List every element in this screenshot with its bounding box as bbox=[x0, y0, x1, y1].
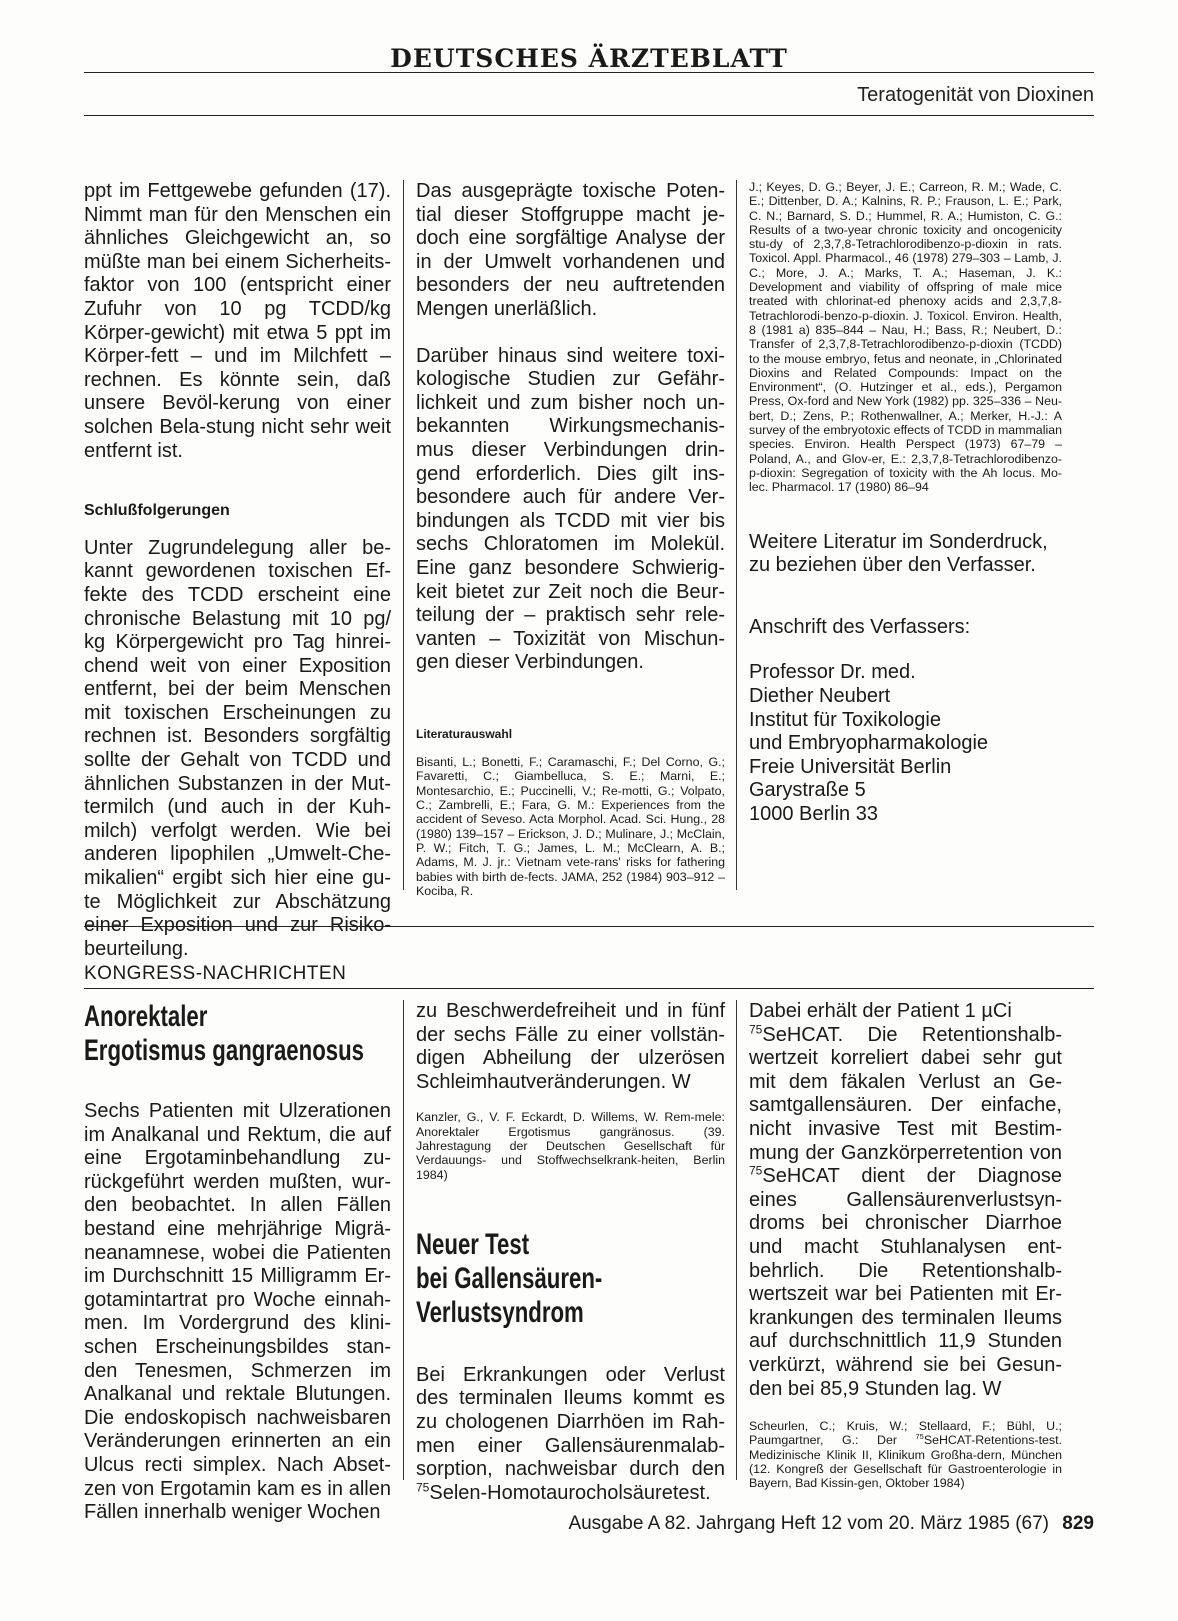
section-subhead: Schlußfolgerungen bbox=[84, 502, 230, 520]
address-line: 1000 Berlin 33 bbox=[749, 802, 878, 825]
article3-body-text: Dabei erhält der Patient 1 µCi bbox=[749, 1000, 1012, 1022]
article3-body-text: Selen-Homotaurocholsäuretest. bbox=[429, 1481, 711, 1504]
article1-paragraph: Darüber hinaus sind weitere toxi-kologische Studien zur Gefähr-lichkeit und zum bisher noch un-bekannten Wirkungsmechanis-mus dieser Verbindungen drin-gend erforderlich. Dies gilt ins-besondere auch für andere Ver-bindungen als TCDD mit vier bis sechs Chloratomen im Molekül. Eine ganz besondere Schwierig-keit bietet zur Zeit noch die Beur-teilung der – praktisch sehr rele-vanten – Toxizität von Mischun-gen dieser Verbindungen. bbox=[416, 344, 725, 674]
column-divider bbox=[403, 180, 404, 890]
article2-column2 bbox=[416, 1000, 725, 1505]
isotope-superscript: 75 bbox=[915, 1432, 924, 1442]
article3-headline: bei Gallensäuren- bbox=[416, 1261, 603, 1295]
section-rule bbox=[84, 926, 1094, 927]
article3-body-text: SeHCAT. Die Retentionshalb-wertzeit korreliert dabei sehr gut mit dem fäkalen Verlust an Ge-samtgallensäuren. Der einfache, nicht invasive Test mit Bestim-mung der Ganzkörperretention von bbox=[749, 1023, 1062, 1164]
isotope-superscript: 75 bbox=[416, 1480, 430, 1495]
issue-info: Ausgabe A 82. Jahrgang Heft 12 vom 20. März 1985 (67) bbox=[568, 1513, 1050, 1534]
topic-header: Teratogenität von Dioxinen bbox=[857, 84, 1094, 106]
article3-body bbox=[416, 1364, 725, 1506]
page-footer bbox=[568, 1513, 1094, 1535]
article2-reference: Kanzler, G., V. F. Eckardt, D. Willems, W. Rem-mele: Anorektaler Ergotismus gangränosus. (39. Jahrestagung der Deutschen Gesellschaft für Verdauungs- und Stoffwechselkrank-heiten, Berlin 1984) bbox=[416, 1110, 725, 1182]
article3-body bbox=[749, 1000, 1062, 1401]
address-line: Freie Universität Berlin bbox=[749, 755, 952, 778]
article2-column1 bbox=[84, 1000, 391, 1525]
article2-headline: Ergotismus gangraenosus bbox=[84, 1034, 365, 1067]
article1-column2 bbox=[416, 180, 725, 898]
article1-paragraph: Das ausgeprägte toxische Poten-tial dieser Stoffgruppe macht je-doch eine sorgfältige Analyse der in der Umwelt vorhandenen und besonders der neu auftretenden Mengen unerläßlich. bbox=[416, 180, 725, 320]
article1-paragraph: ppt im Fettgewebe gefunden (17). Nimmt man für den Menschen ein ähnliches Gleichgewicht an, so müßte man bei einem Sicherheits-faktor von 100 (entspricht einer Zufuhr von 10 pg TCDD/kg Körper-gewicht) mit etwa 5 ppt im Körper-fett – und im Milchfett – rechnen. Es könnte sein, daß unsere Bevöl-kerung von einer solchen Bela-stung nicht sehr weit entfernt ist. bbox=[84, 180, 391, 462]
literature-heading: Literaturauswahl bbox=[416, 726, 513, 741]
section-label-rule bbox=[84, 988, 1094, 989]
masthead: DEUTSCHES ÄRZTEBLATT bbox=[390, 44, 788, 73]
masthead-rule bbox=[84, 72, 1094, 73]
article3-reference-text: SeHCAT-Retentions-test. Medizinische Klinik II, Klinikum Großha-dern, München (12. Kongreß der Gesellschaft für Gastroenterologie in Bayern, Bad Kissin-gen, Oktober 1984) bbox=[749, 1433, 1062, 1491]
literature-list: Bisanti, L.; Bonetti, F.; Caramaschi, F.; Del Corno, G.; Favaretti, C.; Giambelluca, S. E.; Marni, E.; Montesarchio, E.; Puccinelli, V.; Re-motti, G.; Volpato, C.; Zambrelli, E.; Fara, G. M.: Experiences from the accident of Seveso. Acta Morphol. Acad. Sci. Hung., 28 (1980) 139–157 – Erickson, J. D.; Mulinare, J.; McClain, P. W.; Fitch, T. G.; James, L. M.; McClearn, A. B.; Adams, M. J. jr.: Vietnam vete-rans' risks for fathering babies with birth de-fects. JAMA, 252 (1984) 903–912 – Kociba, R. bbox=[416, 755, 725, 898]
article1-column1 bbox=[84, 180, 391, 961]
article1-paragraph: Unter Zugrundelegung aller be-kannt gewordenen toxischen Ef-fekte des TCDD erscheint eine chronische Belastung mit 10 pg/ kg Körpergewicht pro Tag hinrei-chend weit von einer Exposition entfernt, bei der beim Menschen mit toxischen Erscheinungen zu rechnen ist. Besonders sorgfältig sollte der Gehalt von TCDD und ähnlichen Substanzen in der Mut-termilch (und auch in der Kuh-milch) verfolgt werden. Wie bei anderen lipophilen „Umwelt-Che-mikalien“ ergibt sich hier eine gu-te Möglichkeit zur Abschätzung einer Exposition und zur Risiko-beurteilung. bbox=[84, 536, 391, 960]
address-heading: Anschrift des Verfassers: bbox=[749, 615, 971, 638]
literature-list: J.; Keyes, D. G.; Beyer, J. E.; Carreon, R. M.; Wade, C. E.; Dittenber, D. A.; Kalnins, R. P.; Frauson, L. E.; Park, C. N.; Barnard, S. D.; Hummel, R. A.; Humiston, C. G.: Results of a two-year chronic toxicity and oncogenicity stu-dy of 2,3,7,8-Tetrachlorodibenzo-p-dioxin in rats. Toxicol. Appl. Pharmacol., 46 (1978) 279–303 – Lamb, J. C.; More, J. A.; Marks, T. A.; Haseman, J. K.: Development and viability of offspring of male mice treated with chlorinat-ed phenoxy acids and 2,3,7,8-Tetrachlorodi-benzo-p-dioxin. J. Toxicol. Environ. Health, 8 (1981 a) 835–844 – Nau, H.; Bass, R.; Neubert, D.: Transfer of 2,3,7,8-Tetrachlorodibenzo-p-dioxin (TCDD) to the mouse embryo, fetus and neonate, in „Chlorinated Dioxins and Related Compounds: Impact on the Environment“, (O. Hutzinger et al., eds.), Pergamon Press, Ox-ford and New York (1982) pp. 325–336 – Neu-bert, D.; Zens, P.; Rothenwallner, A.; Merker, H.-J.: A survey of the embryotoxic effects of TCDD in mammalian species. Environ. Health Perspect (1973) 67–79 – Poland, A., and Glov-er, E.: 2,3,7,8-Tetrachlorodibenzo-p-dioxin: Segregation of toxicity with the Ah locus. Mo-lec. Pharmacol. 17 (1980) 86–94 bbox=[749, 180, 1062, 495]
section-label: KONGRESS-NACHRICHTEN bbox=[84, 963, 347, 984]
column-divider bbox=[736, 1000, 737, 1480]
address-line: Institut für Toxikologie bbox=[749, 708, 941, 731]
article2-body: zu Beschwerdefreiheit und in fünf der sechs Fälle zu einer vollstän-digen Abheilung der ulzerösen Schleimhautveränderungen. W bbox=[416, 1000, 725, 1093]
article2-headline: Anorektaler bbox=[84, 1000, 208, 1033]
article3-reference-text: Scheurlen, C.; Kruis, W.; Stellaard, F.; Bühl, U.; Paumgartner, G.: Der bbox=[749, 1419, 1062, 1448]
further-literature-note: Weitere Literatur im Sonderdruck, zu beziehen über den Verfasser. bbox=[749, 530, 1048, 577]
address-line: Garystraße 5 bbox=[749, 779, 866, 802]
column-divider bbox=[736, 180, 737, 890]
address-line: und Embryopharmakologie bbox=[749, 732, 989, 755]
article1-column3 bbox=[749, 180, 1062, 826]
author-address bbox=[749, 661, 1062, 826]
article3-body-text: SeHCAT dient der Diagnose eines Gallensäurenverlustsyn-droms bei chronischer Diarrhoe und macht Stuhlanalysen ent-behrlich. Die Retentionshalb-wertszeit war bei Patienten mit Er-krankungen des terminalen Ileums auf durchschnittlich 11,9 Stunden verkürzt, während sie bei Gesun-den bei 85,9 Stunden lag. W bbox=[749, 1165, 1062, 1400]
article2-body: Sechs Patienten mit Ulzerationen im Analkanal und Rektum, die auf eine Ergotaminbehandlung zu-rückgeführt werden mußten, wur-den beobachtet. In allen Fällen bestand eine mehrjährige Migrä-neanamnese, wobei die Patienten im Durchschnitt 15 Milligramm Er-gotamintartrat pro Woche einnah-men. Im Vordergrund des klini-schen Erscheinungsbildes stan-den Tenesmen, Schmerzen im Analkanal und rektale Blutungen. Die endoskopisch nachweisbaren Veränderungen erinnerten an ein Ulcus recti simplex. Nach Abset-zen von Ergotamin kam es in allen Fällen innerhalb weniger Wochen bbox=[84, 1100, 391, 1524]
address-line: Diether Neubert bbox=[749, 684, 891, 707]
article3-headline: Verlustsyndrom bbox=[416, 1295, 584, 1329]
article3-headline: Neuer Test bbox=[416, 1227, 530, 1261]
topic-rule bbox=[84, 115, 1094, 116]
address-line: Professor Dr. med. bbox=[749, 661, 916, 684]
column-divider bbox=[403, 1000, 404, 1480]
isotope-superscript: 75 bbox=[749, 1021, 763, 1036]
page-number: 829 bbox=[1062, 1513, 1094, 1534]
article3-body-text: Bei Erkrankungen oder Verlust des terminalen Ileums kommt es zu chologenen Diarrhöen im Rah-men einer Gallensäurenmalab-sorption, nachweisbar durch den bbox=[416, 1363, 725, 1481]
article3-column2 bbox=[749, 1000, 1062, 1491]
isotope-superscript: 75 bbox=[749, 1163, 763, 1178]
article3-reference bbox=[749, 1419, 1062, 1490]
